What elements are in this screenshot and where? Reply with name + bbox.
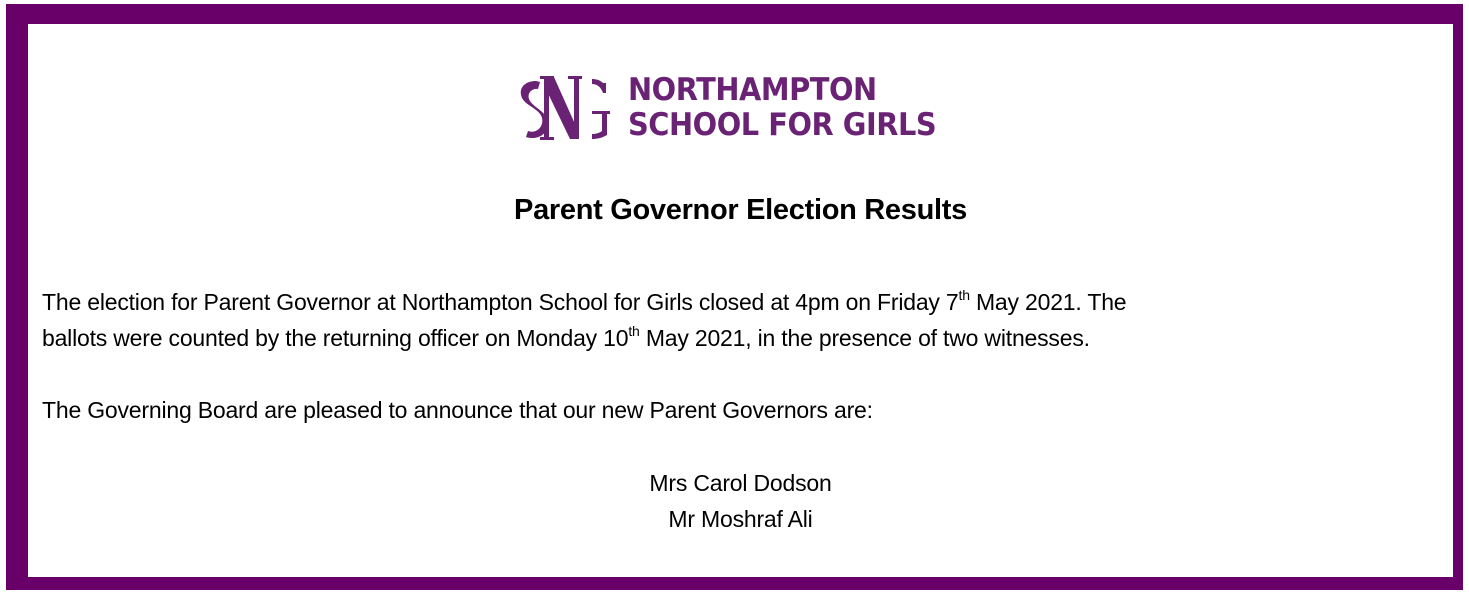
paragraph-line-1: The election for Parent Governor at Northampton School for Girls closed at 4pm on Friday 7th May 2021. The bbox=[42, 287, 1127, 315]
paragraph-line-2: ballots were counted by the returning officer on Monday 10th May 2021, in the presence of two witnesses. bbox=[42, 323, 1090, 351]
governor-name: Mr Moshraf Ali bbox=[668, 506, 813, 532]
school-name bbox=[628, 73, 936, 143]
purple-border-frame bbox=[6, 4, 1463, 590]
school-name-line2: SCHOOL FOR GIRLS bbox=[628, 107, 937, 143]
announcement-paragraph: The Governing Board are pleased to announce that our new Parent Governors are: bbox=[42, 397, 873, 423]
governor-name: Mrs Carol Dodson bbox=[649, 470, 832, 496]
election-details-paragraph bbox=[42, 284, 1126, 356]
governor-list bbox=[28, 465, 1453, 537]
sng-monogram-icon bbox=[514, 71, 614, 145]
school-name-line1: NORTHAMPTON bbox=[628, 72, 877, 108]
page-title: Parent Governor Election Results bbox=[514, 194, 967, 226]
school-logo bbox=[514, 68, 959, 148]
notice-page bbox=[28, 24, 1453, 577]
